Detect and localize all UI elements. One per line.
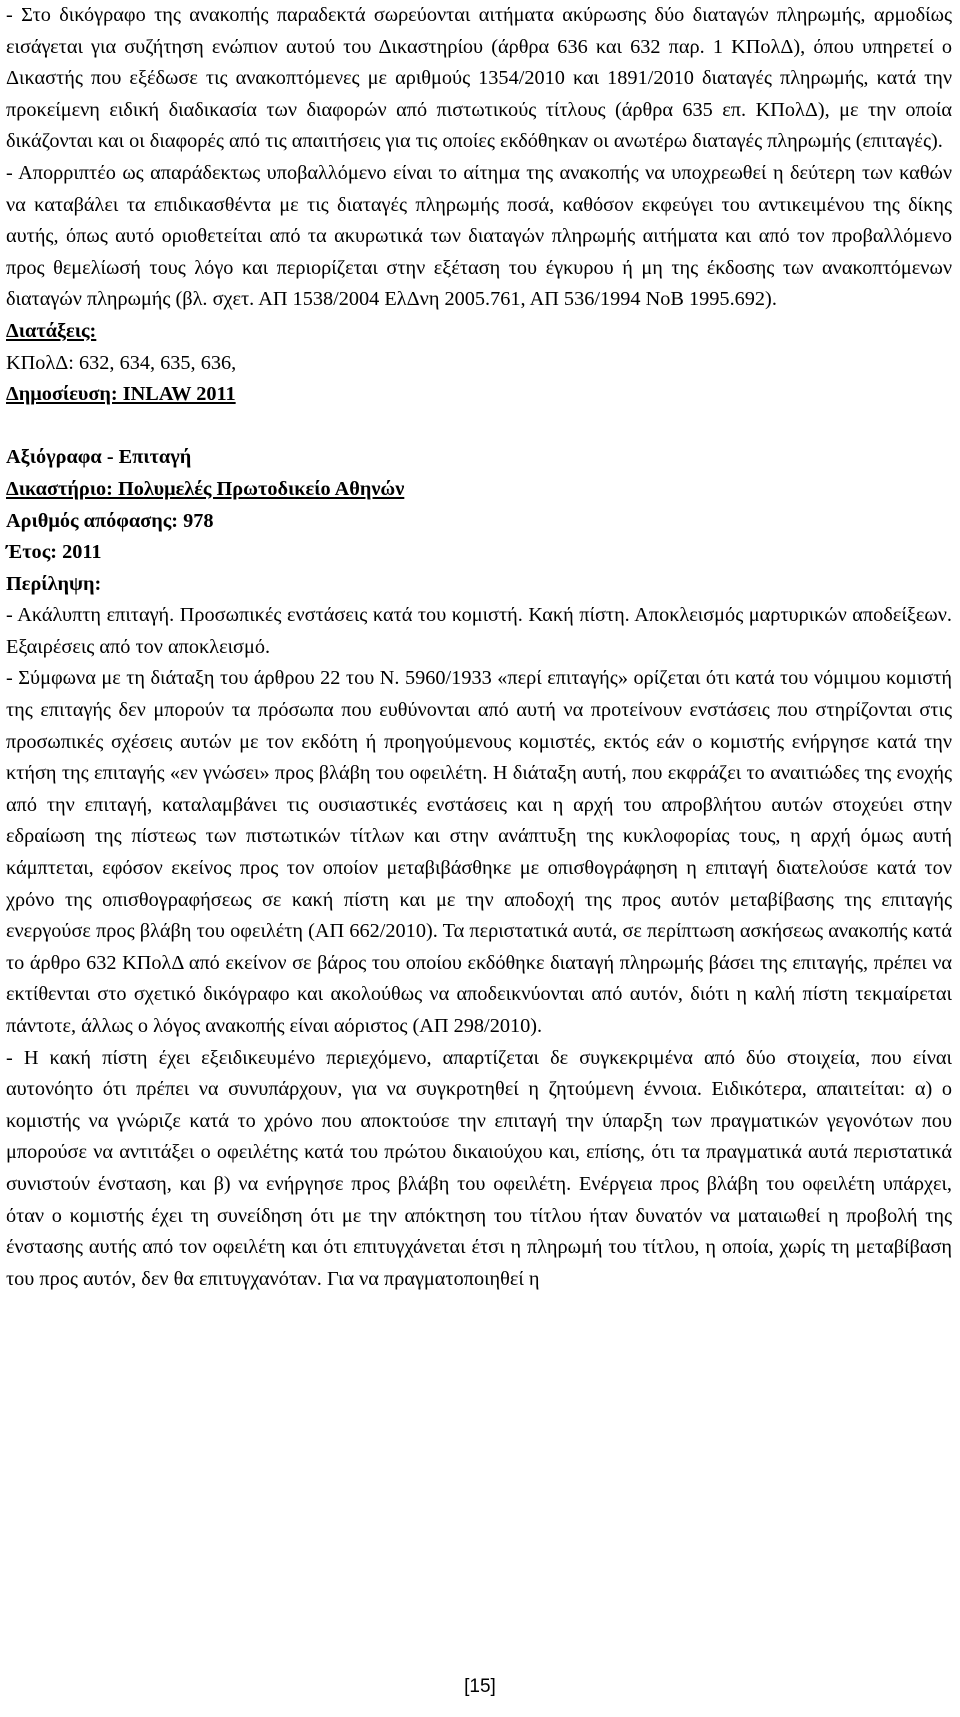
summary-paragraph: - Σύμφωνα με τη διάταξη του άρθρου 22 του Ν. 5960/1933 «περί επιταγής» ορίζεται ότι κατά του νόμιμου κομιστή της επιταγής δεν μπορούν τα πρόσωπα που ευθύνονται από αυτή να προτείνουν ενστάσεις που στηρίζονται στις προσωπικές σχέσεις αυτών με τον εκδότη ή προηγούμενους κομιστές, εκτός εάν ο κομιστής ενήργησε κατά την κτήση της επιταγής «εν γνώσει» προς βλάβη του οφειλέτη. Η διάταξη αυτή, που εκφράζει το αναιτιώδες της ενοχής από την επιταγή, καταλαμβάνει τις ουσιαστικές ενστάσεις και η αρχή του απροβλήτου αυτών στοχεύει στην εδραίωση της πίστεως των πιστωτικών τίτλων και στην ανάπτυξη της κυκλοφορίας τους, η αρχή όμως αυτή κάμπτεται, εφόσον εκείνος προς τον οποίον μεταβιβάσθηκε με οπισθογράφηση η επιταγή διατελούσε κατά τον χρόνο της οπισθογραφήσεως σε κακή πίστη και με την αποδοχή της προς αυτόν μεταβίβασης της επιταγής ενεργούσε προς βλάβη του οφειλέτη (ΑΠ 662/2010). Τα περιστατικά αυτά, σε περίπτωση ασκήσεως ανακοπής κατά το άρθρο 632 ΚΠολΔ από εκείνον σε βάρος του οποίου εκδόθηκε διαταγή πληρωμής βάσει της επιταγής, πρέπει να εκτίθενται στο σχετικό δικόγραφο και ακολούθως να αποδεικνύονται από αυτόν, διότι η καλή πίστη τεκμαίρεται πάντοτε, άλλως ο λόγος ανακοπής είναι αόριστος (ΑΠ 298/2010).: [6, 667, 952, 1037]
paragraph-admissibility: - Στο δικόγραφο της ανακοπής παραδεκτά σωρεύονται αιτήματα ακύρωσης δύο διαταγών πληρωμής, αρμοδίως εισάγεται για συζήτηση ενώπιον αυτού του Δικαστηρίου (άρθρα 636 και 632 παρ. 1 ΚΠολΔ), όπου υπηρετεί ο Δικαστής που εξέδωσε τις ανακοπτόμενες με αριθμούς 1354/2010 και 1891/2010 διαταγές πληρωμής, κατά την προκείμενη ειδική διαδικασία των διαφορών από πιστωτικούς τίτλους (άρθρα 635 επ. ΚΠολΔ), με την οποία δικάζονται και οι διαφορές από τις απαιτήσεις για τις οποίες εκδόθηκαν οι ανωτέρω διαταγές πληρωμής (επιταγές).: [6, 4, 952, 153]
decision-year: Έτος: 2011: [6, 541, 102, 564]
document-title: Αξιόγραφα - Επιταγή: [6, 446, 192, 469]
court-line: Δικαστήριο: Πολυμελές Πρωτοδικείο Αθηνών: [6, 477, 405, 500]
provisions-heading: Διατάξεις:: [6, 319, 97, 342]
provisions-text: ΚΠολΔ: 632, 634, 635, 636,: [6, 351, 237, 374]
summary-paragraph: - Η κακή πίστη έχει εξειδικευμένο περιεχόμενο, απαρτίζεται δε συγκεκριμένα από δύο στοιχεία, που είναι αυτονόητο ότι πρέπει να συνυπάρχουν, για να συγκροτηθεί η ζητούμενη έννοια. Ειδικότερα, απαιτείται: α) ο κομιστής να γνώριζε κατά το χρόνο που αποκτούσε την επιταγή την ύπαρξη των πραγματικών γεγονότων που μπορούσε να αντιτάξει ο οφειλέτης κατά του πρώτου δικαιούχου και, επίσης, ότι τα πραγματικά αυτά περιστατικά συνιστούν ένσταση, και β) να ενήργησε προς βλάβη του οφειλέτη. Ενέργεια προς βλάβη του οφειλέτη υπάρχει, όταν ο κομιστής έχει τη συνείδηση ότι με την απόκτηση του τίτλου ήταν δυνατόν να ματαιωθεί η προβολή της ένστασης αυτής από τον οφειλέτη και ότι επιτυγχάνεται έτσι η πληρωμή του τίτλου, η οποία, χωρίς τη μεταβίβαση του προς αυτόν, δεν θα επιτυγχανόταν. Για να πραγματοποιηθεί η: [6, 1046, 952, 1290]
publication-heading: Δημοσίευση: INLAW 2011: [6, 383, 236, 406]
page-number: [15]: [464, 1676, 496, 1697]
paragraph-rejection: - Απορριπτέο ως απαράδεκτως υποβαλλόμενο είναι το αίτημα της ανακοπής να υποχρεωθεί η δεύτερη των καθών να καταβάλει τα επιδικασθέντα με τις διαταγές πληρωμής ποσά, καθόσον εκφεύγει του αντικειμένου της δίκης αυτής, όπως αυτό οριοθετείται από τα ακυρωτικά των διαταγών πληρωμής αιτήματα και από τον προβαλλόμενο προς θεμελίωσή τους λόγο και περιορίζεται στην εξέταση του έγκυρου ή μη της έκδοσης των ανακοπτόμενων διαταγών πληρωμής (βλ. σχετ. ΑΠ 1538/2004 ΕλΔνη 2005.761, ΑΠ 536/1994 ΝοΒ 1995.692).: [6, 161, 952, 311]
document-page: [6, 0, 952, 1295]
summary-paragraph: - Ακάλυπτη επιταγή. Προσωπικές ενστάσεις κατά του κομιστή. Κακή πίστη. Αποκλεισμός μαρτυρικών αποδείξεων. Εξαιρέσεις από τον αποκλεισμό.: [6, 604, 952, 658]
summary-heading: Περίληψη:: [6, 572, 102, 595]
section-spacer: [6, 411, 952, 443]
decision-number: Αριθμός απόφασης: 978: [6, 509, 214, 532]
